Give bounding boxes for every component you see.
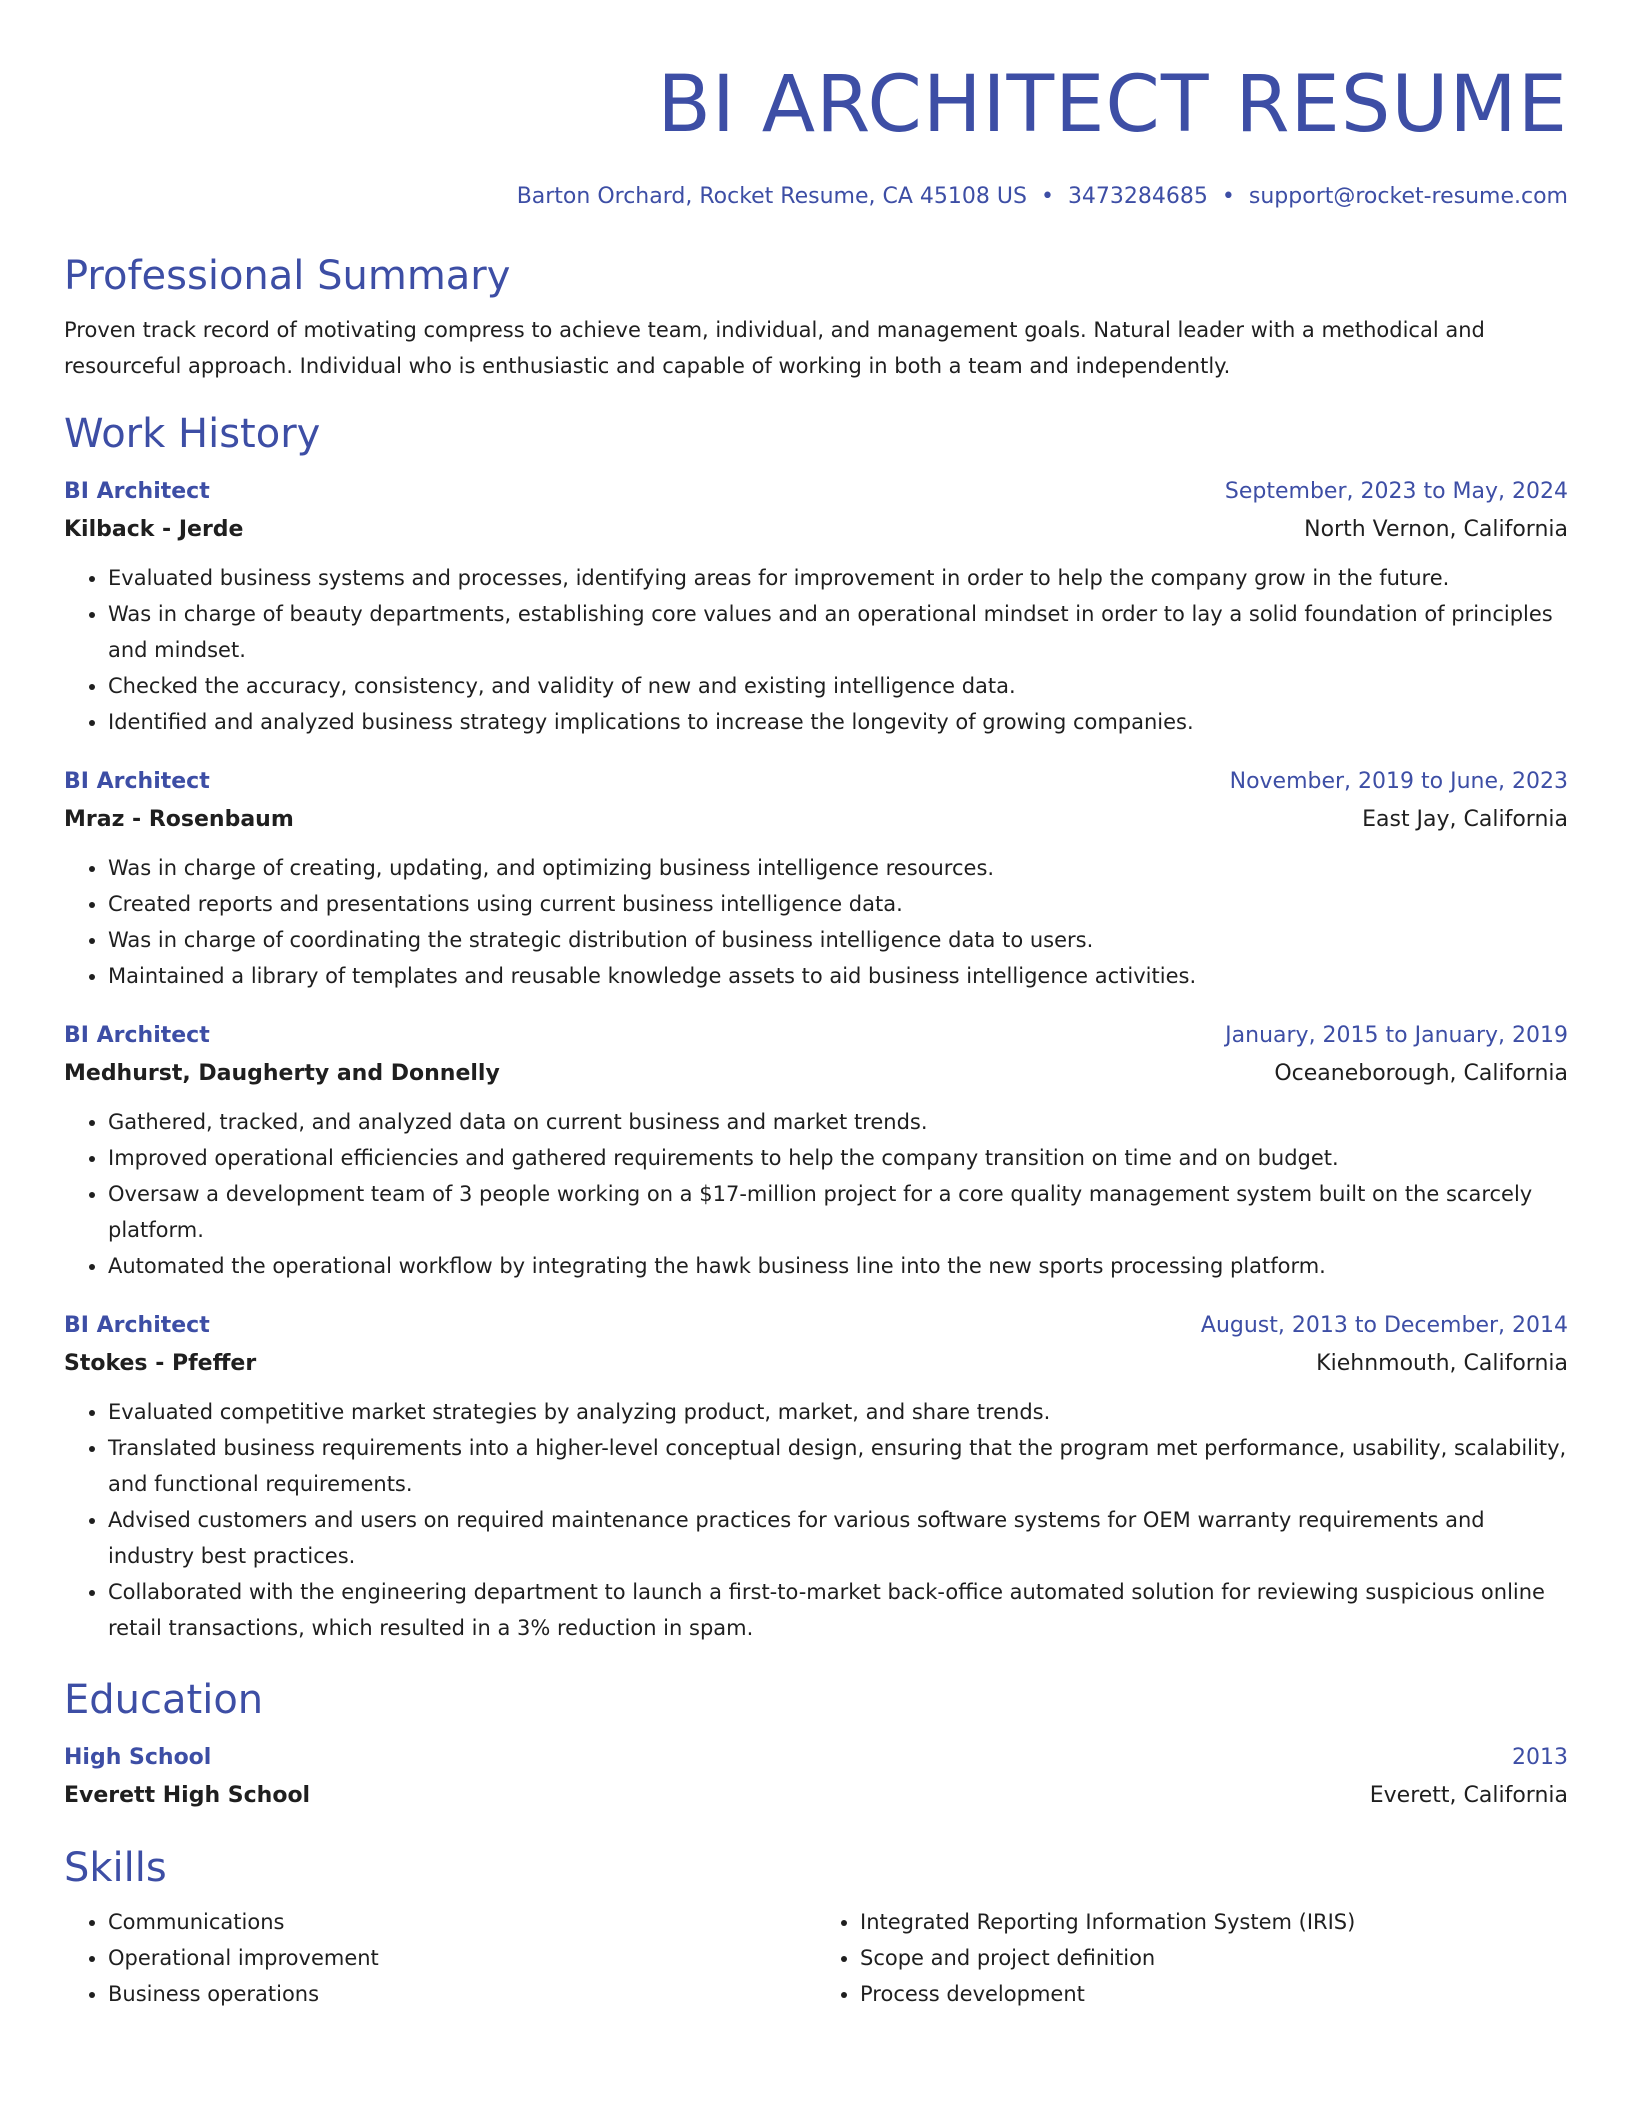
contact-address: Barton Orchard, Rocket Resume, CA 45108 US — [516, 184, 1027, 209]
job-bullet: • Advised customers and users on required maintenance practices for various software systems for OEM warranty requirements and industry best practices. — [108, 1502, 1568, 1574]
education-location: Everett, California — [1369, 1783, 1568, 1808]
job-role: BI Architect — [64, 1313, 210, 1338]
job-bullet: • Created reports and presentations using current business intelligence data. — [108, 886, 1568, 922]
job-bullets — [64, 850, 1568, 994]
job-bullet: • Identified and analyzed business strategy implications to increase the longevity of growing companies. — [108, 704, 1568, 740]
job-bullet: • Gathered, tracked, and analyzed data on current business and market trends. — [108, 1104, 1568, 1140]
job-location: North Vernon, California — [1304, 517, 1568, 542]
skill-item: • Integrated Reporting Information System (IRIS) — [860, 1904, 1568, 1940]
job-entry — [64, 474, 1568, 740]
skills-column-left — [64, 1904, 816, 2012]
education-heading: Education — [64, 1677, 264, 1723]
job-location: Oceaneborough, California — [1274, 1061, 1568, 1086]
skills-heading: Skills — [64, 1845, 167, 1891]
job-entry — [64, 764, 1568, 994]
skill-item: • Communications — [108, 1904, 816, 1940]
job-entry — [64, 1018, 1568, 1284]
job-bullet: • Translated business requirements into a higher-level conceptual design, ensuring that the program met performance, usability, scalability, and functional requirements. — [108, 1430, 1568, 1502]
job-bullet: • Collaborated with the engineering department to launch a first-to-market back-office automated solution for reviewing suspicious online retail transactions, which resulted in a 3% reduction in spam. — [108, 1574, 1568, 1646]
work-history-heading: Work History — [64, 411, 321, 457]
resume-title: BI ARCHITECT RESUME — [657, 60, 1568, 150]
education-degree: High School — [64, 1745, 212, 1770]
contact-separator: • — [1221, 184, 1235, 209]
contact-line — [64, 182, 1568, 212]
skill-item: • Operational improvement — [108, 1940, 816, 1976]
contact-email: support@rocket-resume.com — [1248, 184, 1568, 209]
job-dates: January, 2015 to January, 2019 — [1225, 1023, 1568, 1048]
job-dates: August, 2013 to December, 2014 — [1200, 1313, 1568, 1338]
job-bullet: • Oversaw a development team of 3 people working on a $17-million project for a core quality management system built on the scarcely platform. — [108, 1176, 1568, 1248]
job-bullet: • Evaluated competitive market strategies by analyzing product, market, and share trends. — [108, 1394, 1568, 1430]
summary-text: Proven track record of motivating compress to achieve team, individual, and management goals. Natural leader with a methodical and resourceful approach. Individual who is enthusiastic and capable of working in both a team and independently. — [64, 318, 1485, 378]
skill-item: • Process development — [860, 1976, 1568, 2012]
education-entry — [64, 1740, 1568, 1816]
education-year: 2013 — [1512, 1745, 1568, 1770]
job-bullets — [64, 560, 1568, 740]
job-location: East Jay, California — [1362, 807, 1568, 832]
contact-separator: • — [1040, 184, 1054, 209]
skills-column-right — [816, 1904, 1568, 2012]
job-role: BI Architect — [64, 1023, 210, 1048]
job-bullet: • Was in charge of creating, updating, and optimizing business intelligence resources. — [108, 850, 1568, 886]
job-company: Kilback - Jerde — [64, 517, 244, 542]
education-school: Everett High School — [64, 1783, 311, 1808]
job-company: Mraz - Rosenbaum — [64, 807, 294, 832]
job-location: Kiehnmouth, California — [1316, 1351, 1568, 1376]
contact-phone: 3473284685 — [1067, 184, 1208, 209]
job-dates: September, 2023 to May, 2024 — [1224, 479, 1568, 504]
job-bullet: • Automated the operational workflow by integrating the hawk business line into the new sports processing platform. — [108, 1248, 1568, 1284]
job-dates: November, 2019 to June, 2023 — [1229, 769, 1568, 794]
skill-item: • Scope and project definition — [860, 1940, 1568, 1976]
job-bullet: • Maintained a library of templates and reusable knowledge assets to aid business intelligence activities. — [108, 958, 1568, 994]
job-bullets — [64, 1104, 1568, 1284]
job-bullet: • Was in charge of beauty departments, establishing core values and an operational mindset in order to lay a solid foundation of principles and mindset. — [108, 596, 1568, 668]
job-bullet: • Checked the accuracy, consistency, and validity of new and existing intelligence data. — [108, 668, 1568, 704]
job-role: BI Architect — [64, 479, 210, 504]
job-bullet: • Was in charge of coordinating the strategic distribution of business intelligence data to users. — [108, 922, 1568, 958]
skills-list — [64, 1904, 1568, 2012]
summary-heading: Professional Summary — [64, 253, 511, 299]
job-company: Medhurst, Daugherty and Donnelly — [64, 1061, 500, 1086]
skill-item: • Business operations — [108, 1976, 816, 2012]
job-bullets — [64, 1394, 1568, 1646]
job-company: Stokes - Pfeffer — [64, 1351, 257, 1376]
job-entry — [64, 1308, 1568, 1646]
job-bullet: • Improved operational efficiencies and gathered requirements to help the company transition on time and on budget. — [108, 1140, 1568, 1176]
job-bullet: • Evaluated business systems and processes, identifying areas for improvement in order to help the company grow in the future. — [108, 560, 1568, 596]
job-role: BI Architect — [64, 769, 210, 794]
